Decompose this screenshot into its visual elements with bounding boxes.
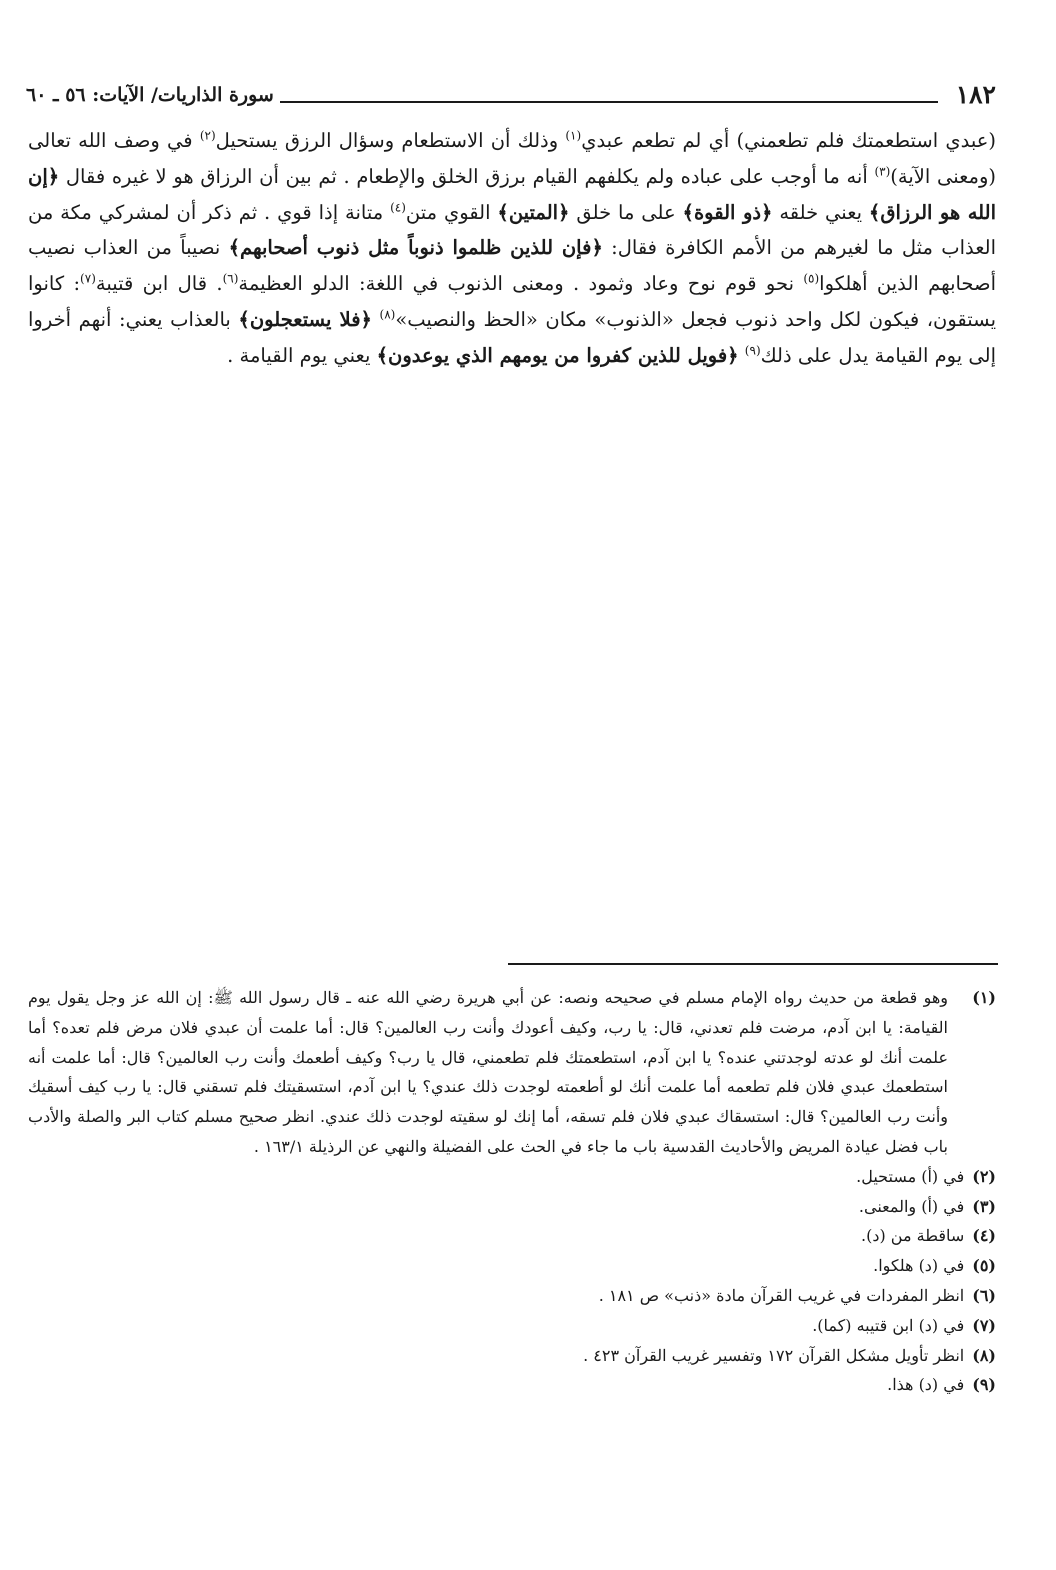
footnote-text: في (أ) والمعنى. <box>858 1196 965 1216</box>
footnote-ref: (٣) <box>874 164 891 179</box>
header-rule <box>280 101 938 103</box>
footnote-ref: (٨) <box>379 307 396 322</box>
quran-quote: ﴿إن الله هو الرزاق﴾ <box>28 164 996 224</box>
footnote-ref: (٧) <box>80 271 96 286</box>
footnote-ref: (٩) <box>744 343 761 358</box>
footnote-text: في (د) هلكوا. <box>873 1256 965 1276</box>
footnote-number: (٦) <box>972 1285 996 1305</box>
footnote-ref: (٢) <box>199 128 216 143</box>
main-text <box>28 123 996 374</box>
footnote-text: في (أ) مستحيل. <box>856 1166 965 1186</box>
text-run: على ما خلق <box>569 200 683 224</box>
footnote-number: (٢) <box>972 1166 996 1186</box>
footnotes <box>28 983 996 1400</box>
footnote-number: (١) <box>972 988 996 1007</box>
footnote-number: (٥) <box>972 1256 996 1276</box>
text-run: . قال ابن قتيبة <box>95 272 223 296</box>
footnote-text: انظر المفردات في غريب القرآن مادة «ذنب» ص ١٨١ . <box>598 1285 965 1305</box>
text-run: متانة إذا قوي . ثم ذكر أن لمشركي مكة من العذاب مثل ما لغيرهم من الأمم الكافرة فقال: <box>28 200 997 260</box>
footnote <box>28 1221 996 1251</box>
text-run: بالعذاب يعني: أنهم أخروا إلى يوم القيامة يدل على ذلك <box>28 307 996 367</box>
footnote-ref: (١) <box>565 128 582 143</box>
footnote <box>28 1162 996 1192</box>
text-run <box>372 308 380 331</box>
footnote-ref: (٦) <box>222 271 239 286</box>
footnote <box>28 1251 996 1281</box>
footnote-number: (٩) <box>972 1375 996 1395</box>
footnote <box>28 1192 996 1222</box>
page-number: ١٨٢ <box>955 80 996 109</box>
footnote-ref: (٤) <box>390 200 406 215</box>
text-run: أنه ما أوجب على عباده ولم يكلفهم القيام برزق الخلق والإطعام . ثم بين أن الرزاق هو لا غيره فقال <box>59 164 875 188</box>
footnote-separator <box>508 963 998 965</box>
footnote-number: (٤) <box>972 1226 996 1246</box>
quran-quote: ﴿فلا يستعجلون﴾ <box>238 307 372 331</box>
footnote <box>28 1311 996 1341</box>
text-run: نحو قوم نوح وعاد وثمود . ومعنى الذنوب في اللغة: الدلو العظيمة <box>238 272 804 296</box>
body-paragraph <box>28 123 996 374</box>
footnote <box>28 1370 996 1400</box>
footnote-text: في (د) ابن قتيبه (كما). <box>812 1315 965 1335</box>
page-header <box>26 70 996 110</box>
footnote <box>28 1341 996 1371</box>
footnote <box>28 1281 996 1311</box>
text-run: : كانوا يستقون، فيكون لكل واحد ذنوب فجعل «الذنوب» مكان «الحظ والنصيب» <box>28 272 996 331</box>
text-run: نصيباً من العذاب نصيب أصحابهم الذين أهلكوا <box>28 236 996 296</box>
footnote-text: ساقطة من (د). <box>861 1226 965 1246</box>
footnote-text: انظر تأويل مشكل القرآن ١٧٢ وتفسير غريب القرآن ٤٢٣ . <box>583 1345 965 1365</box>
text-run: القوي متن <box>405 200 498 224</box>
quran-quote: ﴿فإن للذين ظلموا ذنوباً مثل ذنوب أصحابهم﴾ <box>228 236 603 260</box>
quran-quote: ﴿ذو القوة﴾ <box>682 200 773 224</box>
footnote-text: وهو قطعة من حديث رواه الإمام مسلم في صحيحه ونصه: عن أبي هريرة رضي الله عنه ـ قال رسول الله ﷺ: إن الله عز وجل يقول يوم القيامة: يا ابن آدم، مرضت فلم تعدني، قال: يا رب، وكيف أعودك وأنت رب العالمين؟ قال: أما علمت أن عبدي فلان مرض فلم تعده؟ أما علمت أنك لو عدته لوجدتني عنده؟ يا ابن آدم، استطعمتك فلم تطعمني، قال يا رب؟ وكيف أطعمك وأنت رب العالمين؟ قال: أما علمت أنه استطعمك عبدي فلان فلم تطعمه أما علمت أنك لو أطعمته لوجدت ذلك عندي؟ يا ابن آدم، استسقيتك فلم تسقني قال: يا رب كيف أسقيك وأنت رب العالمين؟ قال: استسقاك عبدي فلان فلم تسقه، أما إنك لو سقيته لوجدت ذلك عندي. انظر صحيح مسلم كتاب البر والصلة والأدب باب فضل عيادة المريض والأحاديث القدسية باب ما جاء في الحث على الفضيلة والنهي عن الرذيلة ١٦٣/١ . <box>28 988 949 1156</box>
running-head: سورة الذاريات/ الآيات: ٥٦ ـ ٦٠ <box>26 84 274 106</box>
text-run: في وصف الله تعالى (ومعنى الآية) <box>28 129 996 188</box>
quran-quote: ﴿فويل للذين كفروا من يومهم الذي يوعدون﴾ <box>376 343 739 367</box>
footnote-number: (٨) <box>972 1345 996 1365</box>
footnote-text: في (د) هذا. <box>887 1375 965 1395</box>
quran-quote: ﴿المتين﴾ <box>497 200 570 224</box>
text-run: وذلك أن الاستطعام وسؤال الرزق يستحيل <box>215 129 566 152</box>
footnote <box>28 983 996 1162</box>
footnote-number: (٧) <box>972 1315 996 1335</box>
footnote-number: (٣) <box>972 1196 996 1216</box>
text-run: (عبدي استطعمتك فلم تطعمني) أي لم تطعم عبدي <box>581 129 996 152</box>
text-run: يعني يوم القيامة . <box>227 343 377 367</box>
text-run: يعني خلقه <box>772 200 869 224</box>
footnote-ref: (٥) <box>803 271 820 286</box>
